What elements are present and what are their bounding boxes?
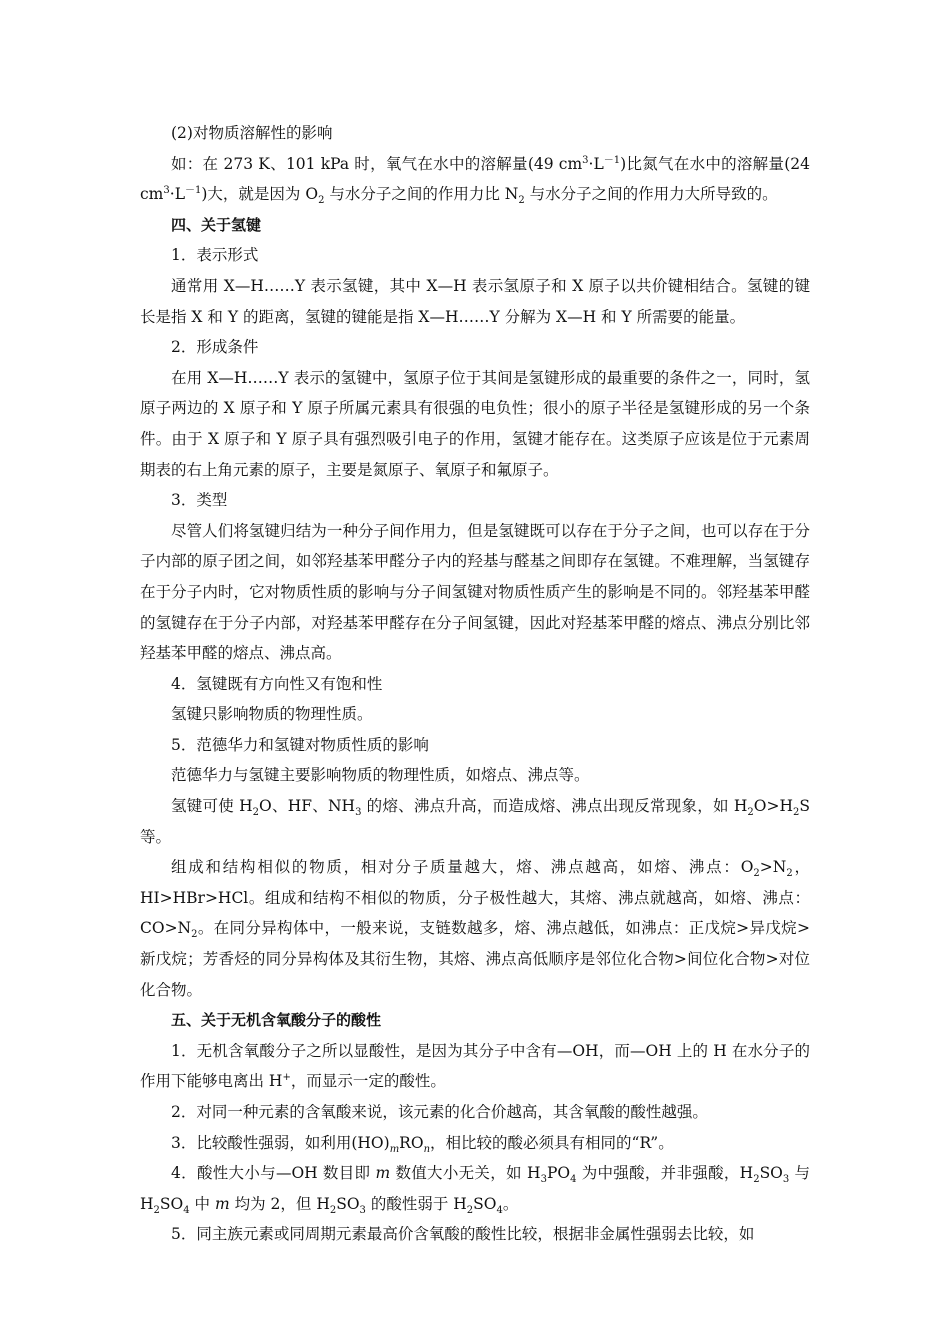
paragraph: 3．类型: [171, 491, 228, 510]
paragraph: 范德华力与氢键主要影响物质的物理性质，如熔点、沸点等。: [171, 766, 590, 785]
paragraph: 4．氢键既有方向性又有饱和性: [171, 674, 383, 693]
paragraph: 在用 X—H……Y 表示的氢键中，氢原子位于其间是氢键形成的最重要的条件之一，同时，氢原子两边的 X 原子和 Y 原子所属元素具有很强的电负性；很小的原子半径是氢键形成的另一个条件。由于 X 原子和 Y 原子具有强烈吸引电子的作用，氢键才能存在。这类原子应该是位于元素周期表的右上角元素的原子，主要是氮原子、氧原子和氟原子。: [140, 368, 810, 479]
paragraph: 2．形成条件: [171, 338, 259, 357]
paragraph: 组成和结构相似的物质，相对分子质量越大，熔、沸点越高，如熔、沸点：$O_2>N_2$，HI>HBr>HCl。组成和结构不相似的物质，分子极性越大，其熔、沸点就越高，如熔、沸点：$CO>N_2$。在同分异构体中，一般来说，支链数越多，熔、沸点越低，如沸点：正戊烷>异戊烷>新戊烷；芳香烃的同分异构体及其衍生物，其熔、沸点高低顺序是邻位化合物>间位化合物>对位化合物。: [140, 858, 810, 999]
paragraph: 尽管人们将氢键归结为一种分子间作用力，但是氢键既可以存在于分子之间，也可以存在于分子内部的原子团之间，如邻羟基苯甲醛分子内的羟基与醛基之间即存在氢键。不难理解，当氢键存在于分子内时，它对物质性质的影响与分子间氢键对物质性质产生的影响是不同的。邻羟基苯甲醛的氢键存在于分子内部，对羟基苯甲醛存在分子间氢键，因此对羟基苯甲醛的熔点、沸点分别比邻羟基苯甲醛的熔点、沸点高。: [140, 521, 810, 663]
paragraph: 通常用 X—H……Y 表示氢键，其中 X—H 表示氢原子和 X 原子以共价键相结合。氢键的键长是指 X 和 Y 的距离，氢键的键能是指 X—H……Y 分解为 X—H 和 Y 所需要的能量。: [140, 276, 810, 326]
paragraph: 4．酸性大小与—OH 数目即 m 数值大小无关，如 $H_3PO_4$ 为中强酸，并非强酸，$H_2SO_3$ 与 $H_2SO_4$ 中 m 均为 2，但 $H_2SO_3$ 的酸性弱于 $H_2SO_4$。: [140, 1164, 810, 1216]
paragraph: (2)对物质溶解性的影响: [171, 124, 333, 142]
paragraph: 1．表示形式: [171, 246, 259, 265]
section-heading: 五、关于无机含氧酸分子的酸性: [171, 1011, 382, 1030]
paragraph: 5．同主族元素或同周期元素最高价含氧酸的酸性比较，根据非金属性强弱去比较，如: [171, 1225, 755, 1244]
paragraph: 如：在 273 K、101 kPa 时，氧气在水中的溶解量(49 $cm^3\cdot L^{-1}$)比氮气在水中的溶解量(24 $cm^3\cdot L^{-1}$)大，就是因为 $O_2$ 与水分子之间的作用力比 $N_2$ 与水分子之间的作用力大所导致的。: [140, 154, 810, 207]
paragraph: 2．对同一种元素的含氧酸来说，该元素的化合价越高，其含氧酸的酸性越强。: [171, 1103, 708, 1121]
paragraph: 1．无机含氧酸分子之所以显酸性，是因为其分子中含有—OH，而—OH 上的 H 在水分子的作用下能够电离出 H+，而显示一定的酸性。: [140, 1041, 810, 1091]
paragraph: 氢键只影响物质的物理性质。: [171, 705, 373, 724]
section-heading: 四、关于氢键: [171, 215, 262, 234]
paragraph: 氢键可使 $H_2O$、HF、$NH_3$ 的熔、沸点升高，而造成熔、沸点出现反常现象，如 $H_2O>H_2S$ 等。: [140, 797, 810, 846]
paragraph: 3．比较酸性强弱，如利用$(HO)_mRO_n$，相比较的酸必须具有相同的“R”。: [171, 1133, 674, 1155]
document-page: [140, 118, 810, 1250]
paragraph: 5．范德华力和氢键对物质性质的影响: [171, 735, 429, 754]
